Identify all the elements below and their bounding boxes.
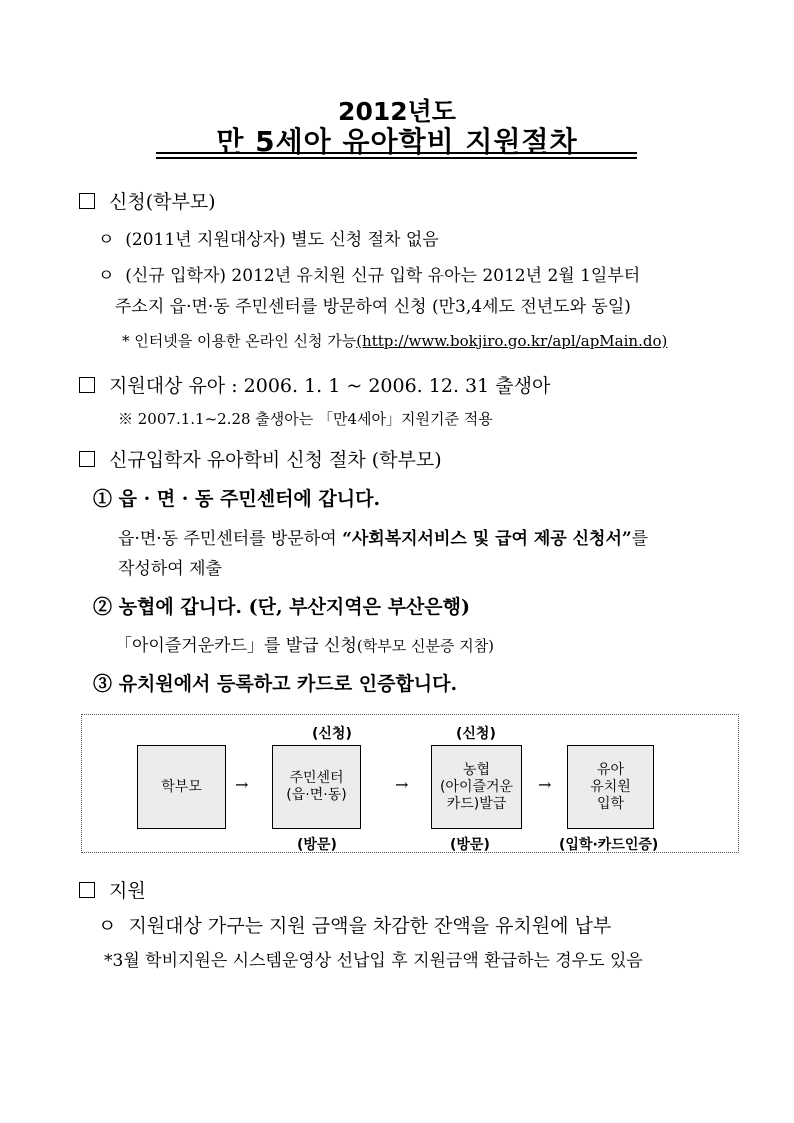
target-note: ※ 2007.1.1~2.28 출생아는 「만4세아」지원기준 적용 — [118, 410, 493, 428]
step-2: ② 농협에 갑니다. (단, 부산지역은 부산은행) — [93, 596, 470, 618]
flow-bottom-label: (입학·카드인증) — [559, 837, 659, 853]
step-number: ① — [93, 488, 113, 510]
arrow-right-icon: → — [395, 775, 409, 794]
flow-bottom-label: (방문) — [297, 837, 337, 853]
bullet-item: ㅇ 지원대상 가구는 지원 금액을 차감한 잔액을 유치원에 납부 — [98, 915, 612, 937]
procedure-flow-diagram — [81, 714, 739, 853]
checkbox-square-icon — [79, 451, 95, 467]
bullet-item: ㅇ (2011년 지원대상자) 별도 신청 절차 없음 — [98, 230, 439, 250]
bokjiro-link[interactable]: (http://www.bokjiro.go.kr/apl/apMain.do) — [356, 332, 668, 350]
flow-node-kindergarten: 유아 유치원 입학 — [567, 745, 654, 829]
section-heading-apply: 신청(학부모) — [79, 187, 216, 214]
flow-top-label: (신청) — [456, 726, 496, 742]
step-1-description: 읍·면·동 주민센터를 방문하여 “사회복지서비스 및 급여 제공 신청서”를 — [118, 529, 649, 549]
section-heading-support: 지원 — [79, 876, 146, 903]
bullet-circle-icon: ㅇ — [98, 915, 117, 937]
bullet-circle-icon: ㅇ — [98, 266, 115, 286]
online-note: * 인터넷을 이용한 온라인 신청 가능(http://www.bokjiro.go.kr/apl/apMain.do) — [122, 332, 668, 350]
flow-top-label: (신청) — [312, 726, 352, 742]
arrow-right-icon: → — [235, 775, 249, 794]
step-number: ② — [93, 596, 113, 618]
document-title-year: 2012년도 — [338, 97, 456, 126]
bullet-item: ㅇ (신규 입학자) 2012년 유치원 신규 입학 유아는 2012년 2월 1일부터 — [98, 266, 641, 286]
bullet-circle-icon: ㅇ — [98, 230, 115, 250]
arrow-right-icon: → — [538, 775, 552, 794]
document-title: 만 5세아 유아학비 지원절차 — [216, 125, 578, 158]
flow-bottom-label: (방문) — [450, 837, 490, 853]
section-heading-procedure: 신규입학자 유아학비 신청 절차 (학부모) — [79, 445, 442, 472]
title-underline-top — [156, 152, 637, 154]
bullet-continuation: 주소지 읍·면·동 주민센터를 방문하여 신청 (만3,4세도 전년도와 동일) — [115, 297, 631, 317]
title-underline-bottom — [156, 157, 637, 159]
section-heading-target: 지원대상 유아 : 2006. 1. 1 ~ 2006. 12. 31 출생아 — [79, 371, 550, 398]
step-number: ③ — [93, 673, 113, 695]
flow-node-community-center: 주민센터 (읍·면·동) — [272, 745, 361, 829]
support-note: *3월 학비지원은 시스템운영상 선납입 후 지원금액 환급하는 경우도 있음 — [104, 951, 643, 971]
checkbox-square-icon — [79, 882, 95, 898]
step-2-description: 「아이즐거운카드」를 발급 신청(학부모 신분증 지참) — [115, 636, 495, 656]
checkbox-square-icon — [79, 193, 95, 209]
flow-node-parent: 학부모 — [137, 745, 226, 829]
step-1: ① 읍 · 면 · 동 주민센터에 갑니다. — [93, 488, 381, 510]
flow-node-nonghyup: 농협 (아이즐거운 카드)발급 — [431, 745, 522, 829]
checkbox-square-icon — [79, 377, 95, 393]
step-1-description-line2: 작성하여 제출 — [118, 559, 222, 579]
step-3: ③ 유치원에서 등록하고 카드로 인증합니다. — [93, 673, 458, 695]
